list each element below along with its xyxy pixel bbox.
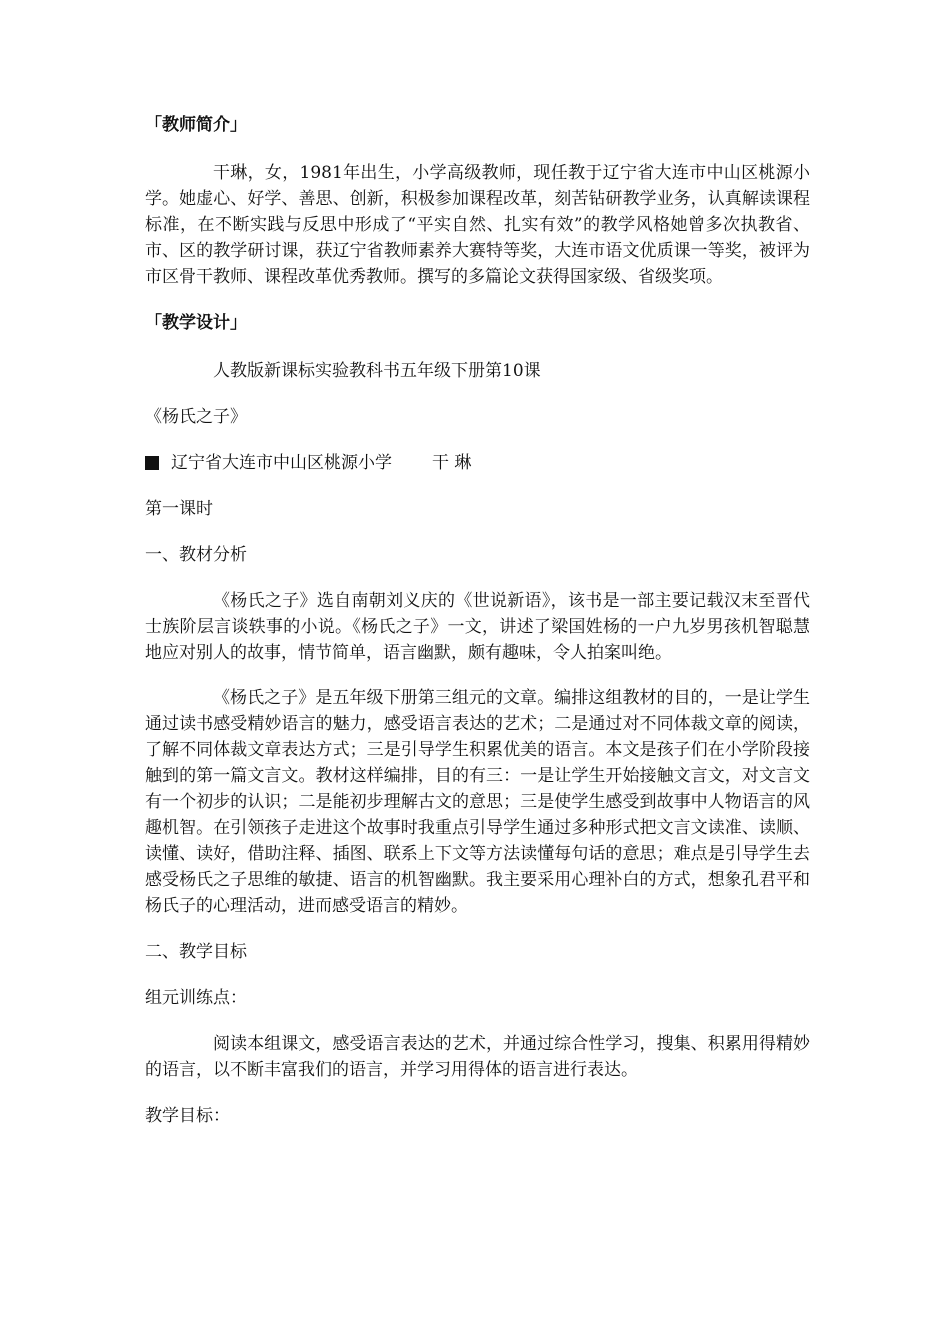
teacher-intro-paragraph: 干琳，女，1981年出生，小学高级教师，现任教于辽宁省大连市中山区桃源小学。她虚心、好学、善思、创新，积极参加课程改革，刻苦钻研教学业务，认真解读课程标准，在不断实践与反思中形成了“平实自然、扎实有效”的教学风格她曾多次执教省、市、区的教学研讨课，获辽宁省教师素养大赛特等奖，大连市语文优质课一等奖，被评为市区骨干教师、课程改革优秀教师。撰写的多篇论文获得国家级、省级奖项。 xyxy=(145,163,810,287)
period-label: 第一课时 xyxy=(145,499,213,519)
author-school: 辽宁省大连市中山区桃源小学 xyxy=(171,453,392,473)
author-line xyxy=(145,450,810,476)
section1-paragraph-2: 《杨氏之子》是五年级下册第三组元的文章。编排这组教材的目的，一是让学生通过读书感受精妙语言的魅力，感受语言表达的艺术；二是通过对不同体裁文章的阅读，了解不同体裁文章表达方式；三是引导学生积累优美的语言。本文是孩子们在小学阶段接触到的第一篇文言文。教材这样编排，目的有三：一是让学生开始接触文言文，对文言文有一个初步的认识；二是能初步理解古文的意思；三是使学生感受到故事中人物语言的风趣机智。在引领孩子走进这个故事时我重点引导学生通过多种形式把文言文读准、读顺、读懂、读好，借助注释、插图、联系上下文等方法读懂每句话的意思；难点是引导学生去感受杨氏之子思维的敏捷、语言的机智幽默。我主要采用心理补白的方式，想象孔君平和杨氏子的心理活动，进而感受语言的精妙。 xyxy=(145,688,810,916)
section2-heading: 二、教学目标 xyxy=(145,942,247,962)
square-bullet-icon xyxy=(145,456,159,470)
section1-paragraph-1: 《杨氏之子》选自南朝刘义庆的《世说新语》，该书是一部主要记载汉末至晋代士族阶层言谈轶事的小说。《杨氏之子》一文，讲述了梁国姓杨的一户九岁男孩机智聪慧地应对别人的故事，情节简单，语言幽默，颇有趣味，令人拍案叫绝。 xyxy=(145,591,810,663)
document-page xyxy=(145,112,810,1129)
teaching-design-heading: 「教学设计」 xyxy=(145,313,247,333)
author-name: 干 琳 xyxy=(432,453,472,473)
unit-points-label: 组元训练点： xyxy=(145,988,247,1008)
teacher-intro-heading: 「教师简介」 xyxy=(145,115,247,135)
unit-points-paragraph: 阅读本组课文，感受语言表达的艺术，并通过综合性学习，搜集、积累用得精妙的语言，以不断丰富我们的语言，并学习用得体的语言进行表达。 xyxy=(145,1034,810,1080)
lesson-title: 《杨氏之子》 xyxy=(145,407,247,427)
section1-heading: 一、教材分析 xyxy=(145,545,247,565)
textbook-line: 人教版新课标实验教科书五年级下册第10课 xyxy=(213,361,541,381)
teaching-goals-label: 教学目标： xyxy=(145,1106,230,1126)
